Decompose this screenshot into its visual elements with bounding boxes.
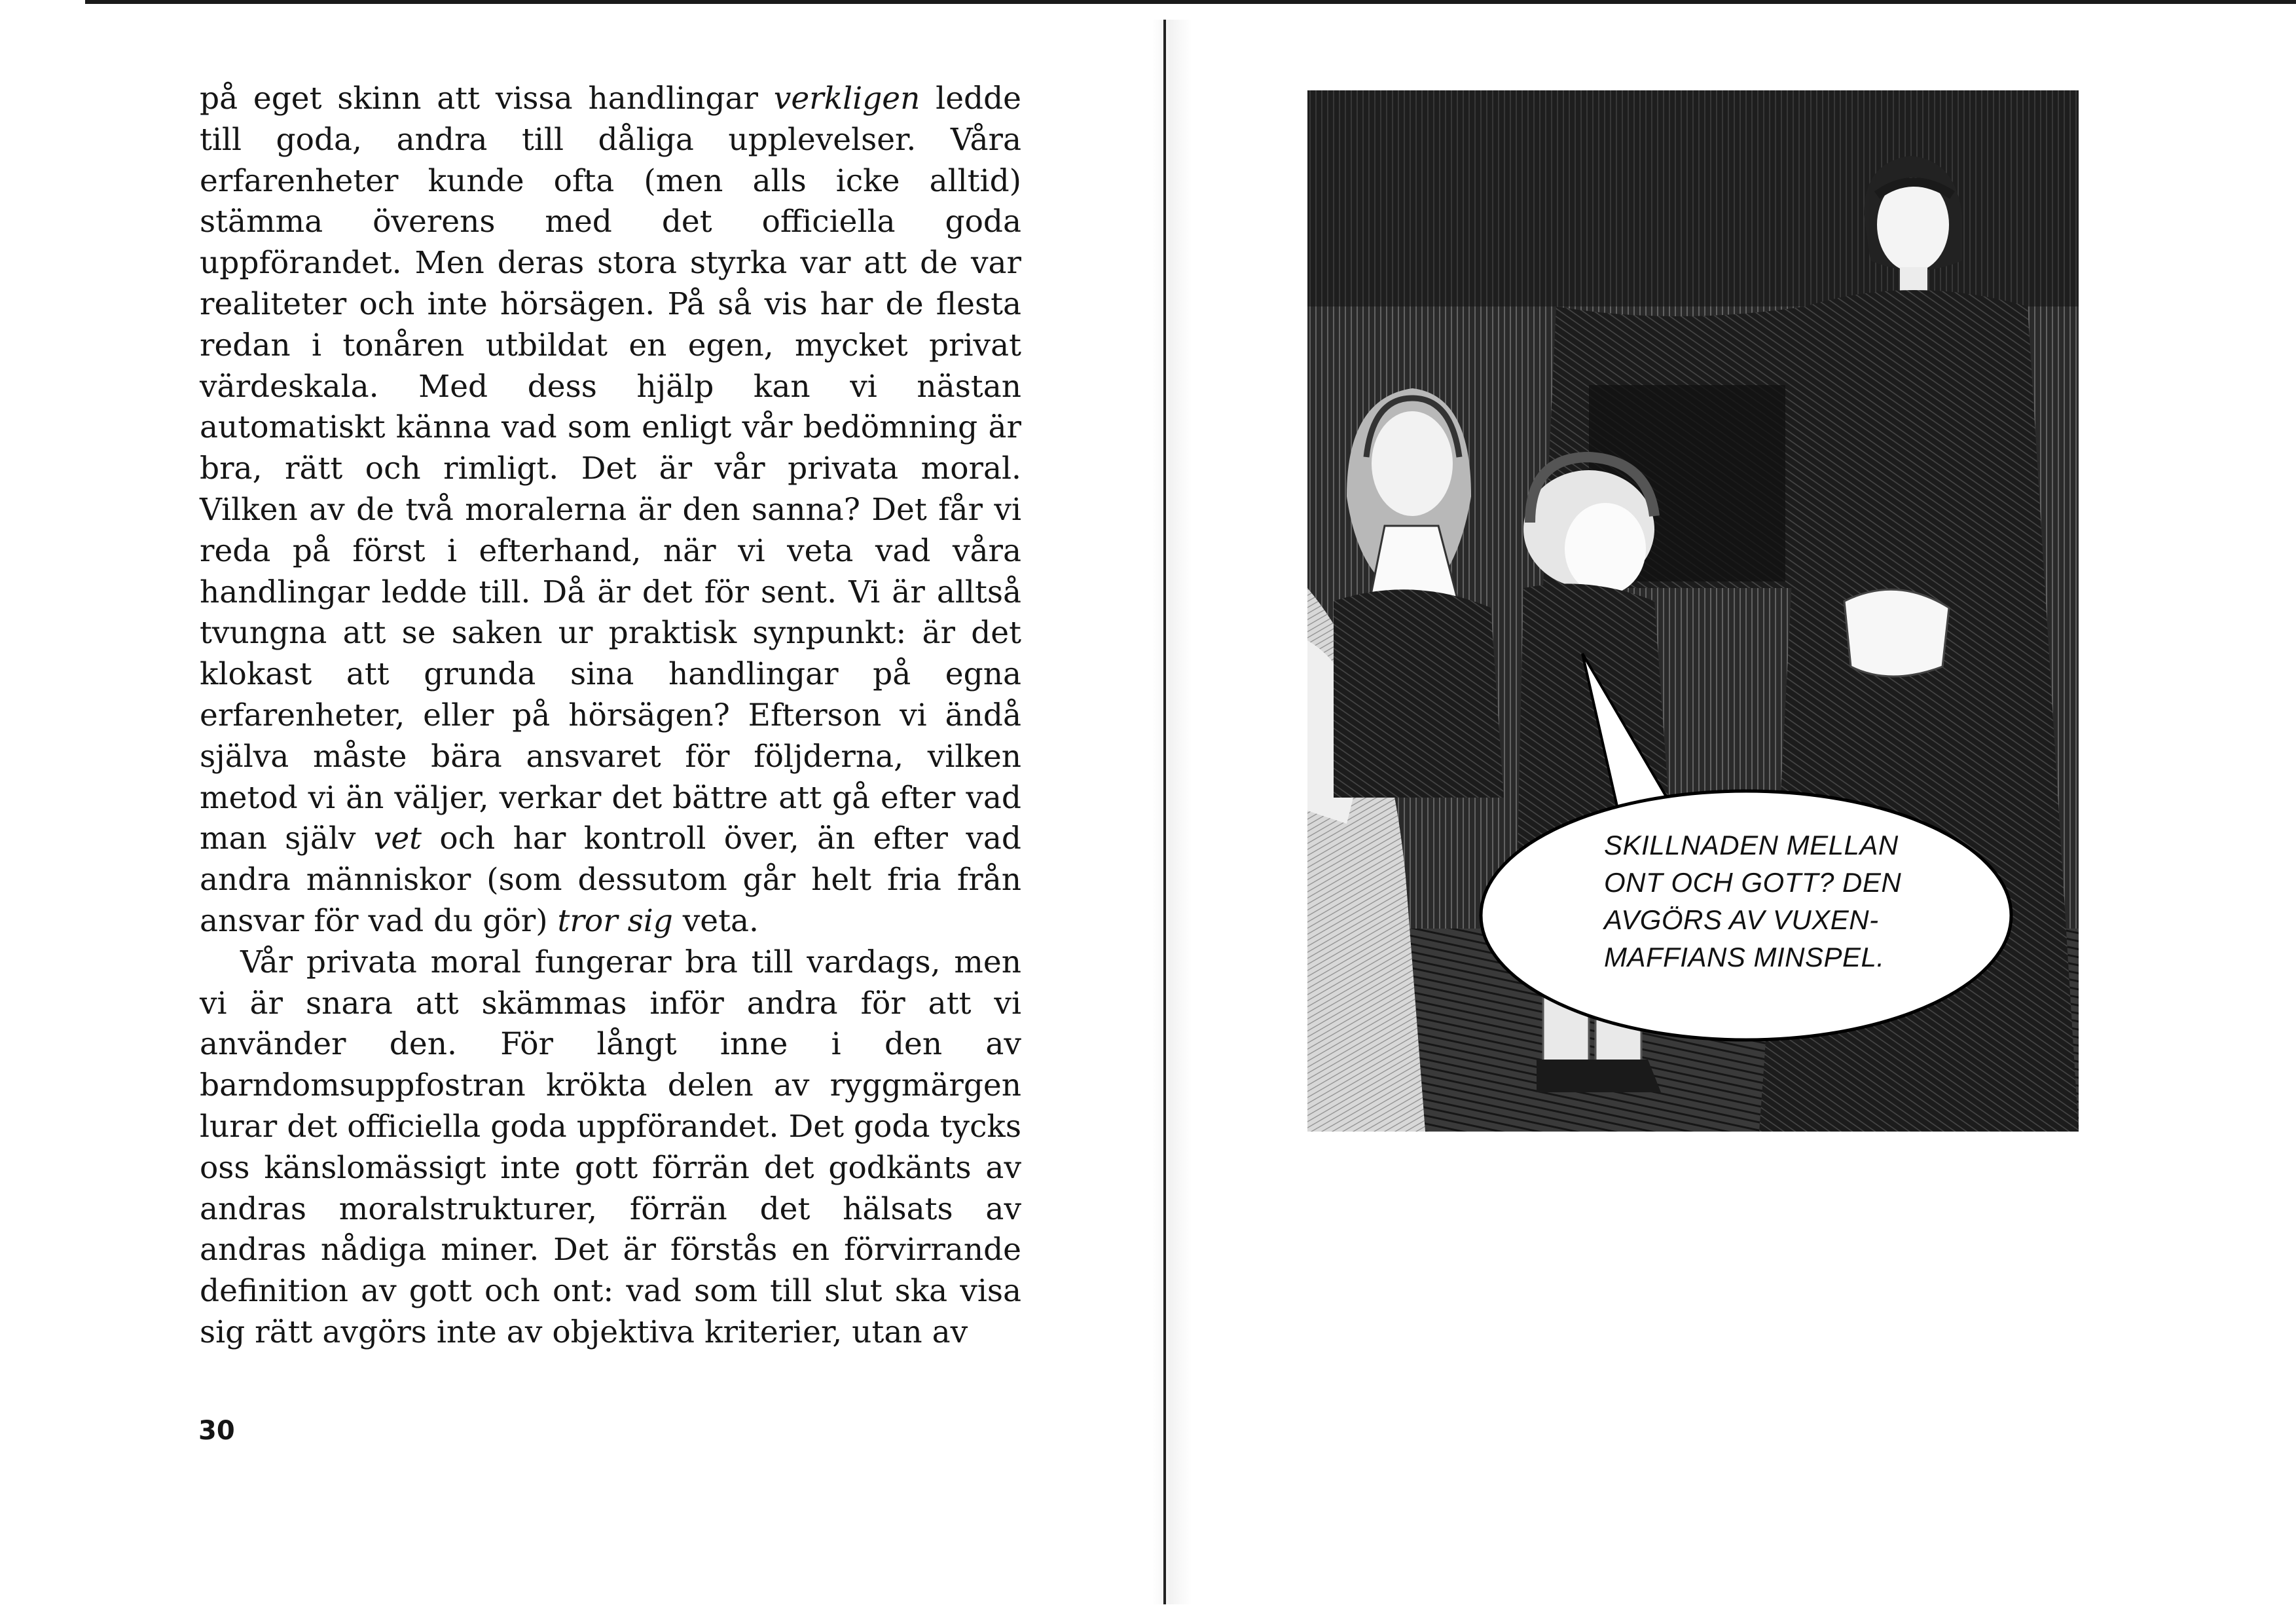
speech-line: SKILLNADEN MELLAN (1604, 830, 1899, 860)
left-page (200, 79, 1021, 1354)
speech-line: ONT OCH GOTT? DEN (1604, 867, 1902, 898)
page-number: 30 (198, 1416, 235, 1446)
text-run: och har kontroll över, än efter vad andra människor (som dessutom går helt fria från ansvar för vad du gör) (200, 821, 1021, 939)
emphasis-text: tror sig (557, 902, 673, 939)
gutter-shadow (1152, 20, 1192, 1604)
speech-line: AVGÖRS AV VUXEN- (1604, 904, 1879, 935)
speech-bubble-text (1604, 826, 1997, 976)
body-paragraph-2: Vår privata moral fungerar bra till vardags, men vi är snara att skämmas inför andra för att vi använder den. För långt inne i den av barndomsuppfostran krökta delen av ryggmärgen lurar det officiella goda uppförandet. Det goda tycks oss känslomässigt inte gott förrän det godkänts av andras moralstrukturer, förrän det hälsats av andras nådiga miner. Det är förstås en förvirrande definition av gott och ont: vad som till slut ska visa sig rätt avgörs inte av objektiva kriterier, utan av (200, 944, 1021, 1350)
text-run: veta. (672, 902, 759, 939)
book-gutter (1163, 20, 1166, 1604)
text-run: på eget skinn att vissa handlingar (200, 81, 774, 117)
emphasis-text: vet (373, 821, 422, 857)
emphasis-text: verkligen (773, 81, 920, 117)
speech-line: MAFFIANS MINSPEL. (1604, 942, 1885, 972)
text-run: ledde till goda, andra till dåliga upplevelser. Våra erfarenheter kunde ofta (men alls icke alltid) stämma överens med det officiella goda uppförandet. Men deras stora styrka var att de var realiteter och inte hörsägen. På så vis har de flesta redan i tonåren utbildat en egen, mycket privat värdeskala. Med dess hjälp kan vi nästan automatiskt känna vad som enligt vår bedömning är bra, rätt och rimligt. Det är vår privata moral. Vilken av de två moralerna är den sanna? Det får vi reda på först i efterhand, när vi veta vad våra handlingar ledde till. Då är det för sent. Vi är alltså tvungna att se saken ur praktisk synpunkt: är det klokast att grunda sina handlingar på egna erfarenheter, eller på hörsägen? Efterson vi ändå själva måste bära ansvaret för följderna, vilken metod vi än väljer, verkar det bättre att gå efter vad man själv (200, 81, 1021, 857)
top-edge-rule (85, 0, 2296, 4)
body-paragraph-1 (200, 79, 1021, 942)
